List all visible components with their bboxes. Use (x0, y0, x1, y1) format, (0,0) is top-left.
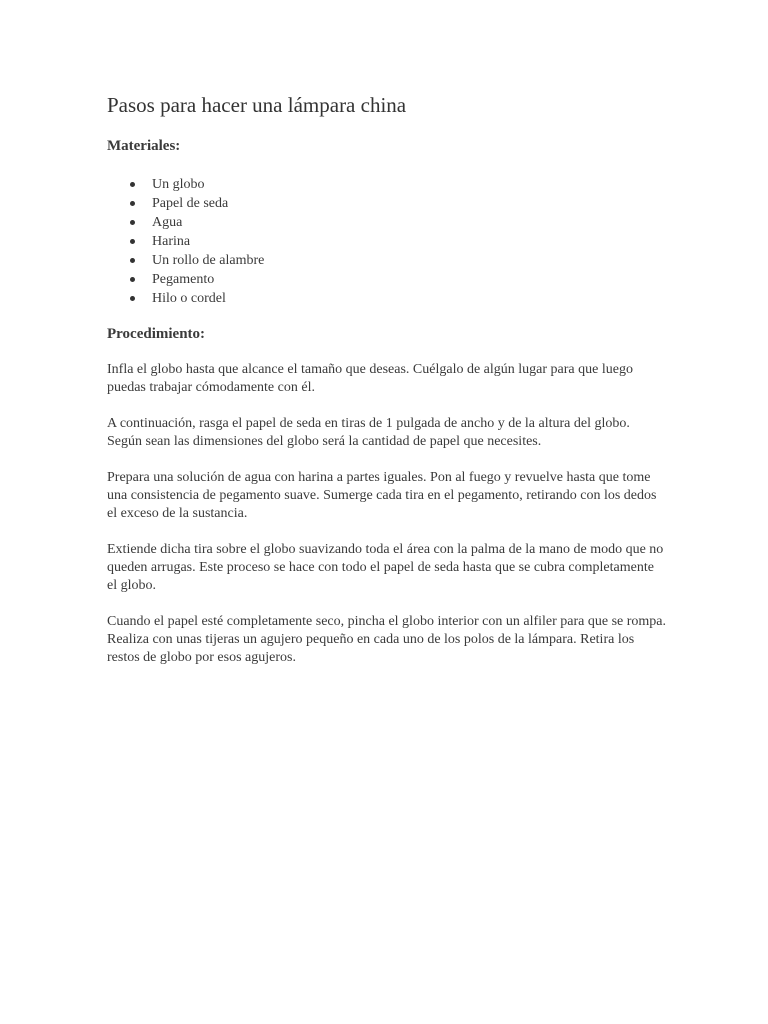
document-page (107, 90, 667, 685)
bullet-icon (130, 201, 135, 206)
bullet-icon (130, 296, 135, 301)
procedure-paragraph: Infla el globo hasta que alcance el tamaño que deseas. Cuélgalo de algún lugar para que luego puedas trabajar cómodamente con él. (107, 362, 633, 395)
list-item (107, 194, 667, 213)
procedure-paragraph: Prepara una solución de agua con harina a partes iguales. Pon al fuego y revuelve hasta que tome una consistencia de pegamento suave. Sumerge cada tira en el pegamento, retirando con los dedos el exceso de la sustancia. (107, 470, 657, 521)
bullet-icon (130, 182, 135, 187)
procedure-paragraph: Extiende dicha tira sobre el globo suavizando toda el área con la palma de la mano de modo que no queden arrugas. Este proceso se hace con todo el papel de seda hasta que se cubra completamente el globo. (107, 542, 664, 593)
list-item (107, 232, 667, 251)
procedure-steps (107, 361, 667, 667)
list-item-text: Un globo (152, 177, 205, 192)
procedure-paragraph: A continuación, rasga el papel de seda en tiras de 1 pulgada de ancho y de la altura del globo. Según sean las dimensiones del globo será la cantidad de papel que necesites. (107, 416, 630, 449)
list-item-text: Pegamento (152, 272, 215, 287)
list-item-text: Papel de seda (152, 196, 229, 211)
list-item (107, 175, 667, 194)
list-item (107, 289, 667, 308)
list-item-text: Un rollo de alambre (152, 253, 265, 268)
materials-list (107, 175, 667, 308)
list-item (107, 251, 667, 270)
list-item (107, 270, 667, 289)
list-item-text: Agua (152, 215, 183, 230)
list-item-text: Hilo o cordel (152, 291, 226, 306)
document-title: Pasos para hacer una lámpara china (107, 93, 407, 117)
procedure-paragraph: Cuando el papel esté completamente seco, pincha el globo interior con un alfiler para que se rompa. Realiza con unas tijeras un agujero pequeño en cada uno de los polos de la lámpara. Retira los restos de globo por esos agujeros. (107, 614, 667, 665)
list-item-text: Harina (152, 234, 191, 249)
bullet-icon (130, 277, 135, 282)
bullet-icon (130, 258, 135, 263)
list-item (107, 213, 667, 232)
bullet-icon (130, 220, 135, 225)
bullet-icon (130, 239, 135, 244)
procedure-heading: Procedimiento: (107, 326, 206, 342)
materials-heading: Materiales: (107, 138, 181, 154)
